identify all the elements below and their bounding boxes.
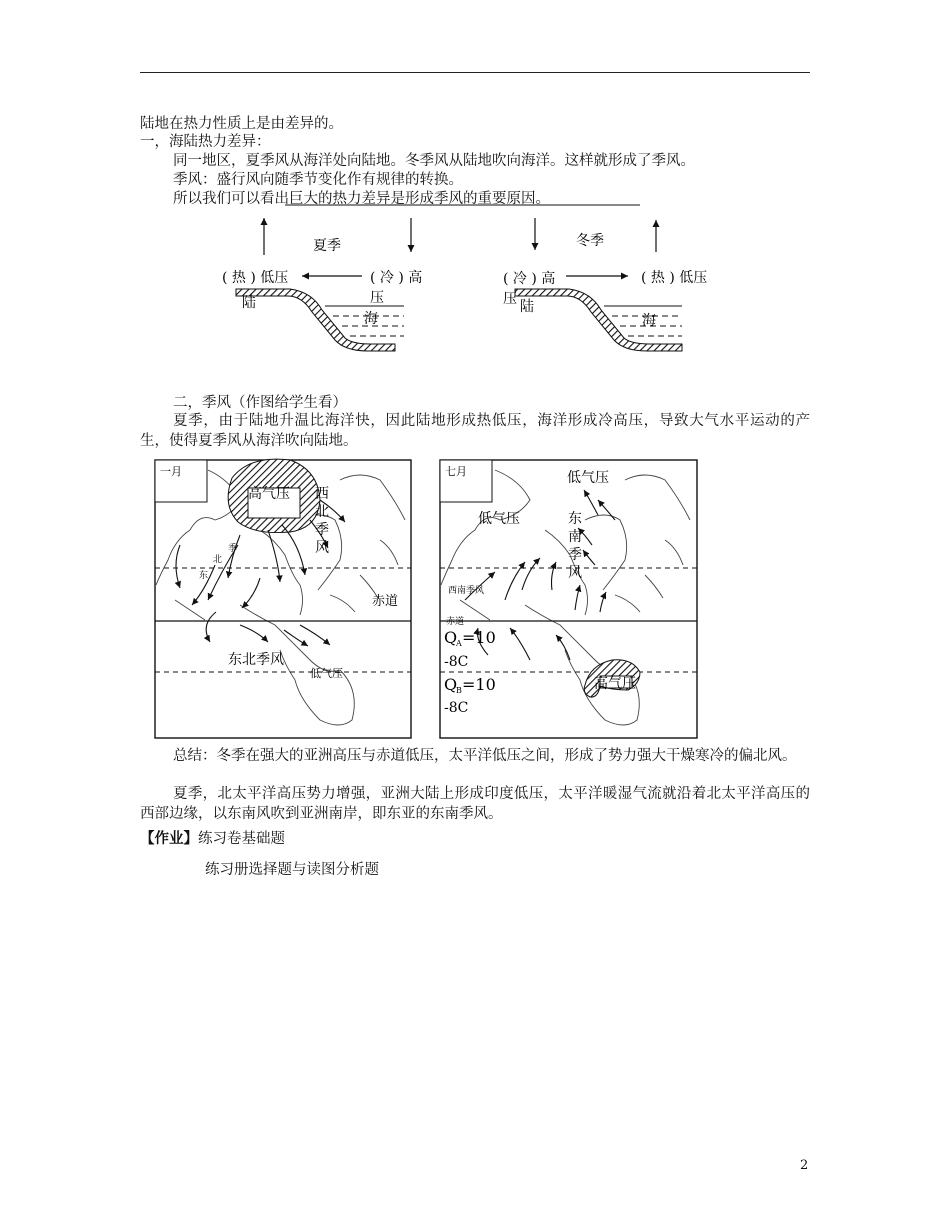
nw-monsoon-char: 风: [315, 540, 329, 556]
section1-heading: 一，海陆热力差异：: [140, 134, 271, 150]
qa-subscript: A: [456, 639, 462, 648]
winter-right-label: ( 热 ) 低压: [641, 270, 708, 286]
winter-season-label: 冬季: [576, 233, 604, 249]
homework-line: [140, 829, 285, 849]
summer-left-label: ( 热 ) 低压: [222, 270, 289, 286]
section1-paragraph-2: 季风：盛行风向随季节变化作有规律的转换。: [173, 172, 463, 188]
section1-paragraph-1: 同一地区，夏季风从海洋处向陆地。冬季风从陆地吹向海洋。这样就形成了季风。: [173, 153, 695, 169]
section1-paragraph-3: 所以我们可以看出巨大的热力差异是形成季风的重要原因。: [173, 191, 550, 207]
sw-monsoon-label: 西南季风: [448, 586, 485, 596]
winter-sea-label: 海: [642, 313, 656, 329]
qa-exponent: -8C: [444, 654, 469, 670]
july-low-left-label: 低气压: [478, 511, 520, 527]
july-map: [440, 460, 697, 738]
intro-line: 陆地在热力性质上是由差异的。: [140, 116, 343, 132]
qb-exponent: -8C: [444, 700, 469, 716]
nw-monsoon-char: 西: [315, 486, 329, 502]
page-number: 2: [800, 1158, 809, 1173]
se-monsoon-char: 风: [568, 565, 582, 581]
qa-value: =10: [462, 628, 496, 647]
july-high-label: 高气压: [594, 676, 636, 692]
qb-value: =10: [462, 675, 496, 694]
qb-symbol: Q: [444, 675, 458, 694]
january-equator-label: 赤道: [372, 594, 399, 609]
january-month-label: 一月: [160, 465, 182, 478]
section2-paragraph: 夏季，由于陆地升温比海洋快，因此陆地形成热低压，海洋形成冷高压，导致大气水平运动的产生，使得夏季风从海洋吹向陆地。: [140, 413, 810, 449]
se-monsoon-char: 季: [568, 547, 582, 563]
winter-left-label: ( 冷 ) 高: [503, 271, 556, 287]
ne-small-char: 东: [199, 571, 209, 581]
qa-symbol: Q: [444, 628, 458, 647]
july-low-top-label: 低气压: [567, 470, 609, 486]
nw-monsoon-char: 季: [315, 522, 329, 538]
homework-label: 【作业】: [140, 830, 198, 847]
section2-heading: 二，季风（作图给学生看）: [173, 395, 347, 411]
summer-right-label: ( 冷 ) 高: [370, 270, 423, 286]
se-monsoon-char: 东: [568, 511, 582, 527]
ne-small-char: 季: [228, 544, 238, 554]
summer-season-label: 夏季: [313, 238, 341, 254]
summary-paragraph-1: 总结：冬季在强大的亚洲高压与赤道低压，太平洋低压之间，形成了势力强大干燥寒冷的偏北风。: [173, 748, 797, 764]
homework-item-2: 练习册选择题与读图分析题: [205, 862, 379, 878]
july-equator-label: 赤道: [446, 617, 465, 627]
winter-left-label-wrap: 压: [503, 291, 517, 307]
winter-land-label: 陆: [520, 299, 534, 315]
summer-right-label-wrap: 压: [370, 290, 384, 306]
se-monsoon-char: 南: [568, 529, 582, 545]
ne-small-char: 北: [213, 555, 223, 565]
coast-profile: [515, 289, 682, 351]
july-month-label: 七月: [445, 465, 467, 478]
january-high-label: 高气压: [248, 486, 290, 502]
summary-paragraph-2: 夏季，北太平洋高压势力增强，亚洲大陆上形成印度低压，太平洋暖湿气流就沿着北太平洋高压的西部边缘，以东南风吹到亚洲南岸，即东亚的东南季风。: [140, 786, 810, 822]
summer-sea-label: 海: [364, 311, 378, 327]
ne-monsoon-label: 东北季风: [228, 652, 284, 668]
qb-subscript: B: [456, 686, 462, 695]
summer-land-label: 陆: [242, 295, 256, 311]
nw-monsoon-char: 北: [315, 504, 329, 520]
homework-item-1: 练习卷基础题: [198, 831, 285, 847]
january-low-label: 低气压: [310, 667, 343, 680]
